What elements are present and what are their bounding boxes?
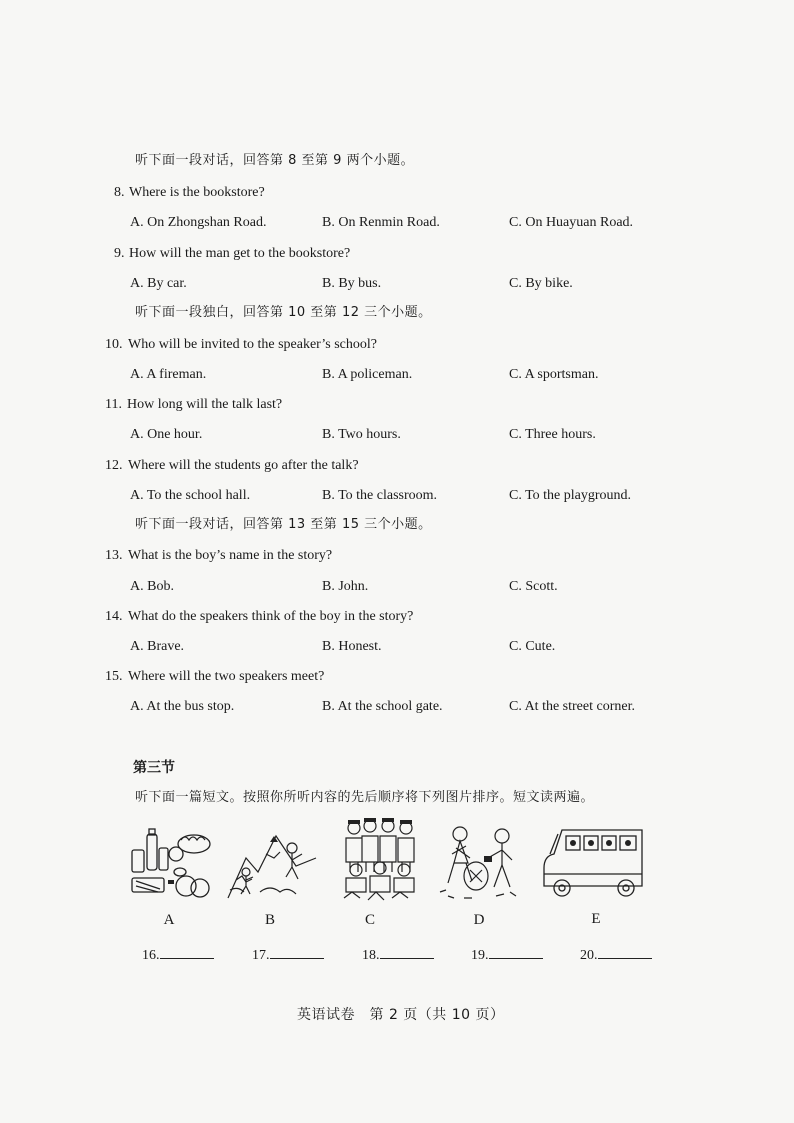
blank-number: 19.: [471, 948, 489, 963]
question-number: 10.: [105, 337, 123, 352]
option-b: B. Two hours.: [322, 427, 401, 442]
question-number: 12.: [105, 458, 123, 473]
question-text: Where is the bookstore?: [129, 185, 265, 200]
section-instruction: 听下面一段对话，回答第 8 至第 9 两个小题。: [135, 153, 415, 168]
option-c: C. At the street corner.: [509, 699, 635, 714]
answer-blank-20[interactable]: [580, 946, 652, 964]
option-a: A. On Zhongshan Road.: [130, 215, 267, 230]
question-text: Where will the two speakers meet?: [128, 669, 325, 684]
answer-blank-18[interactable]: [362, 946, 434, 964]
page-footer: 英语试卷 第 2 页（共 10 页）: [297, 1007, 505, 1023]
picture-label: B: [264, 912, 275, 928]
option-b: B. By bus.: [322, 276, 382, 291]
blank-line[interactable]: [598, 946, 652, 959]
section-instruction: 听下面一段独白，回答第 10 至第 12 三个小题。: [135, 305, 432, 320]
question-text: Where will the students go after the talk?: [128, 458, 359, 473]
question-number: 9.: [114, 246, 125, 261]
blank-number: 17.: [252, 948, 270, 963]
option-b: B. On Renmin Road.: [322, 215, 440, 230]
option-a: A. By car.: [130, 276, 187, 291]
question-number: 11.: [105, 397, 122, 412]
mountain-climbing-icon: [226, 828, 318, 904]
option-a: A. Brave.: [130, 639, 185, 654]
option-b: B. To the classroom.: [322, 488, 438, 503]
question-number: 15.: [105, 669, 123, 684]
option-b: B. John.: [322, 579, 369, 594]
option-c: C. On Huayuan Road.: [509, 215, 634, 230]
blank-number: 16.: [142, 948, 160, 963]
question-text: How long will the talk last?: [127, 397, 283, 412]
option-a: A. At the bus stop.: [130, 699, 235, 714]
question-text: What is the boy’s name in the story?: [128, 548, 333, 563]
answer-blank-16[interactable]: [142, 946, 214, 964]
question-number: 8.: [114, 185, 125, 200]
option-a: A. To the school hall.: [130, 488, 251, 503]
answer-blank-17[interactable]: [252, 946, 324, 964]
option-c: C. Cute.: [509, 639, 556, 654]
question-text: Who will be invited to the speaker’s school?: [128, 337, 377, 352]
option-a: A. One hour.: [130, 427, 203, 442]
blank-line[interactable]: [489, 946, 543, 959]
question-text: What do the speakers think of the boy in the story?: [128, 609, 414, 624]
blank-number: 18.: [362, 948, 380, 963]
blank-line[interactable]: [380, 946, 434, 959]
picture-label: D: [473, 912, 485, 928]
option-b: B. At the school gate.: [322, 699, 443, 714]
blank-line[interactable]: [270, 946, 324, 959]
option-c: C. Three hours.: [509, 427, 596, 442]
option-c: C. To the playground.: [509, 488, 632, 503]
part-instruction: 听下面一篇短文。按照你所听内容的先后顺序将下列图片排序。短文读两遍。: [135, 790, 595, 805]
question-number: 13.: [105, 548, 123, 563]
picture-label: A: [163, 912, 175, 928]
option-b: B. Honest.: [322, 639, 382, 654]
part-title: 第三节: [133, 760, 175, 776]
picture-label: C: [364, 912, 375, 928]
food-drinks-icon: [128, 828, 214, 904]
group-of-children-icon: [340, 818, 420, 906]
picture-label: E: [591, 911, 601, 927]
question-number: 14.: [105, 609, 123, 624]
section-instruction: 听下面一段对话，回答第 13 至第 15 三个小题。: [135, 517, 432, 532]
option-c: C. Scott.: [509, 579, 558, 594]
blank-line[interactable]: [160, 946, 214, 959]
option-a: A. A fireman.: [130, 367, 207, 382]
option-c: C. By bike.: [509, 276, 573, 291]
question-text: How will the man get to the bookstore?: [129, 246, 351, 261]
answer-blank-19[interactable]: [471, 946, 543, 964]
bus-icon: [540, 828, 646, 900]
option-a: A. Bob.: [130, 579, 174, 594]
option-c: C. A sportsman.: [509, 367, 599, 382]
picking-up-litter-icon: [436, 822, 526, 904]
blank-number: 20.: [580, 948, 598, 963]
option-b: B. A policeman.: [322, 367, 413, 382]
